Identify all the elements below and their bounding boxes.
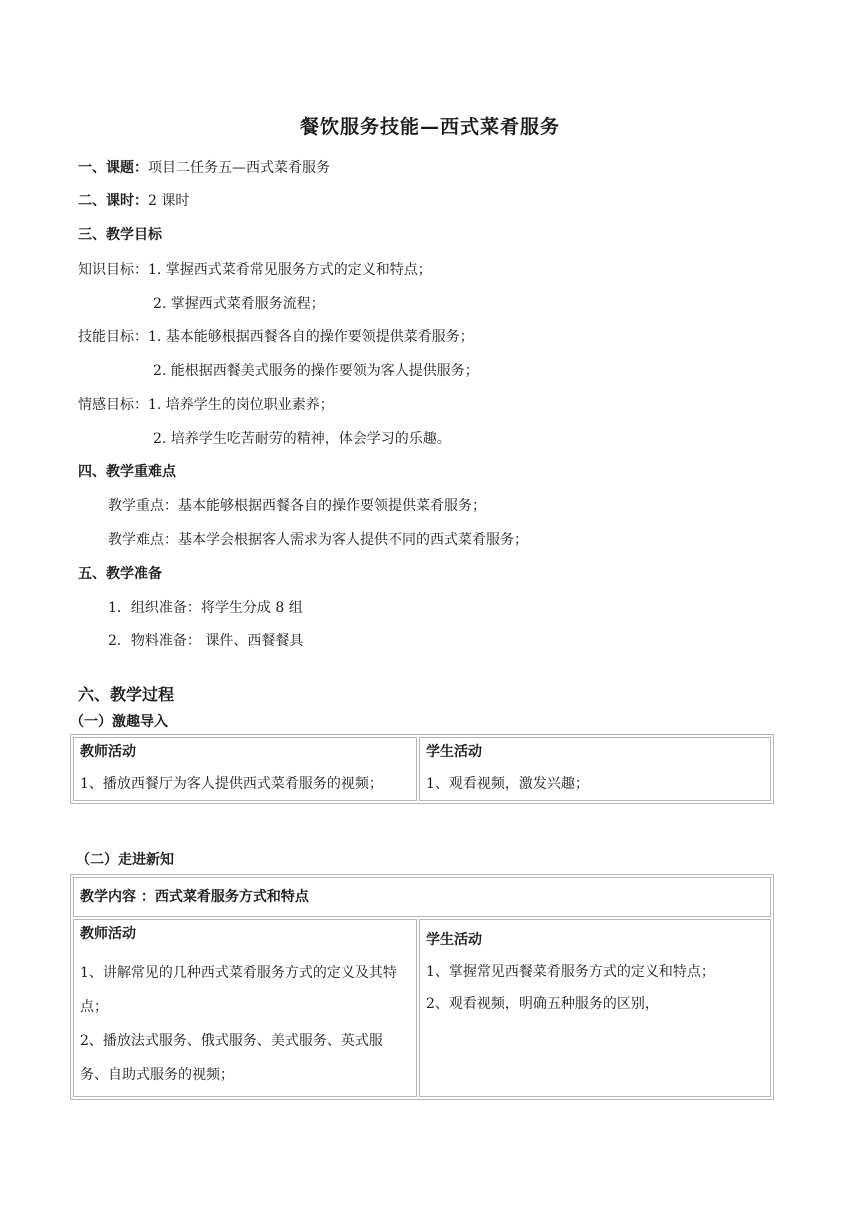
part1-teacher-cell [73,737,417,801]
section-process-heading: 六、教学过程 [78,685,175,704]
part2-teacher-item-1: 1、讲解常见的几种西式菜肴服务方式的定义及其特点； [80,965,397,1015]
knowledge-objective-2: 2. 掌握西式菜肴服务流程； [153,296,325,312]
part1-table [70,734,774,804]
section-keypoints-heading: 四、教学重难点 [78,464,176,480]
part1-student-item: 1、观看视频，激发兴趣； [426,776,589,792]
teaching-key-point: 教学重点：基本能够根据西餐各自的操作要领提供菜肴服务； [108,498,486,514]
emotion-objective-1 [78,395,334,415]
emotion-objective-prefix: 情感目标： [78,397,148,413]
section-topic [78,158,330,178]
section-topic-label: 一、课题： [78,160,148,176]
preparation-item-1: 1．组织准备：将学生分成 8 组 [108,600,303,616]
knowledge-objective-1 [78,260,432,280]
section-objectives-heading: 三、教学目标 [78,227,162,243]
skill-objective-1 [78,327,474,347]
part2-student-item-2: 2、观看视频，明确五种服务的区别， [426,996,659,1012]
part2-heading: （二）走进新知 [76,852,174,868]
knowledge-objective-prefix: 知识目标： [78,262,148,278]
part1-teacher-item: 1、播放西餐厅为客人提供西式菜肴服务的视频； [80,776,383,792]
part1-teacher-header: 教师活动 [80,744,136,760]
part1-student-header: 学生活动 [426,744,482,760]
skill-objective-text: 1. 基本能够根据西餐各自的操作要领提供菜肴服务； [148,329,474,345]
part2-content-title: 教学内容 ：西式菜肴服务方式和特点 [80,889,309,905]
emotion-objective-2: 2. 培养学生吃苦耐劳的精神，体会学习的乐趣。 [153,431,451,447]
part2-content-cell [73,877,771,917]
part2-teacher-cell [73,919,417,1097]
part2-teacher-item-2: 2、播放法式服务、俄式服务、美式服务、英式服务、自助式服务的视频； [80,1033,383,1083]
section-topic-value: 项目二任务五—西式菜肴服务 [148,160,330,176]
knowledge-objective-text: 1. 掌握西式菜肴常见服务方式的定义和特点； [148,262,432,278]
part2-table [70,874,774,1100]
part2-teacher-header: 教师活动 [80,926,136,942]
part2-student-item-1: 1、掌握常见西餐菜肴服务方式的定义和特点； [426,964,715,980]
section-hours [78,191,189,211]
emotion-objective-text: 1. 培养学生的岗位职业素养； [148,397,334,413]
skill-objective-2: 2. 能根据西餐美式服务的操作要领为客人提供服务； [153,363,479,379]
section-hours-label: 二、课时： [78,193,148,209]
skill-objective-prefix: 技能目标： [78,329,148,345]
document-title: 餐饮服务技能—西式菜肴服务 [299,116,560,138]
part1-heading: （一）激趣导入 [70,714,168,730]
preparation-item-2: 2．物料准备： 课件、西餐餐具 [108,633,304,649]
section-hours-value: 2 课时 [148,193,190,209]
part2-student-cell [419,919,771,1097]
teaching-difficulty: 教学难点：基本学会根据客人需求为客人提供不同的西式菜肴服务； [108,532,528,548]
part2-student-header: 学生活动 [426,932,482,948]
section-preparation-heading: 五、教学准备 [78,566,162,582]
part1-student-cell [419,737,771,801]
